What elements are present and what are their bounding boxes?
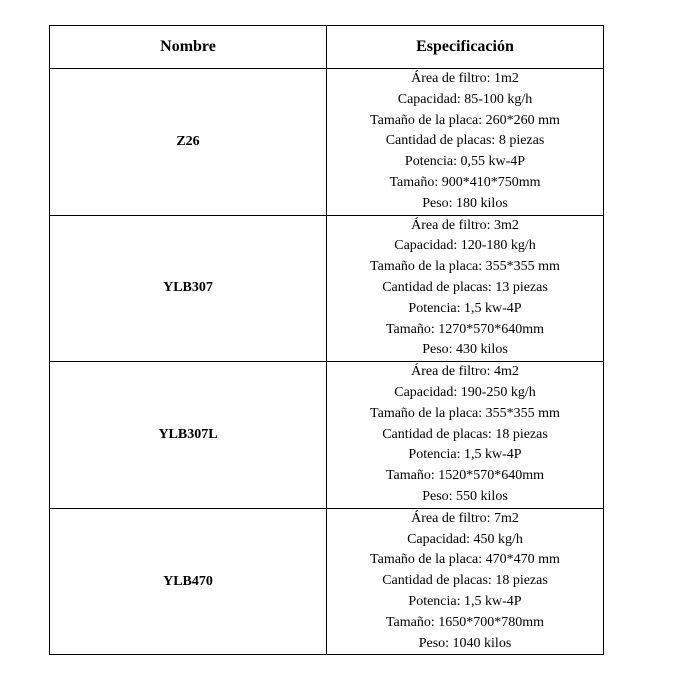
spec-line: Capacidad: 450 kg/h: [407, 531, 523, 547]
model-name: YLB307L: [50, 362, 327, 509]
table-row: [50, 215, 604, 362]
spec-line: Tamaño de la placa: 260*260 mm: [370, 112, 560, 128]
spec-line: Cantidad de placas: 18 piezas: [382, 573, 548, 589]
header-row: [50, 26, 604, 69]
spec-line: Tamaño de la placa: 355*355 mm: [370, 259, 560, 275]
model-name: YLB470: [50, 508, 327, 655]
spec-cell: [327, 215, 604, 362]
spec-line: Tamaño de la placa: 355*355 mm: [370, 405, 560, 421]
model-name: Z26: [50, 69, 327, 216]
spec-table: [49, 25, 604, 655]
spec-line: Área de filtro: 7m2: [411, 510, 519, 526]
table-body: [50, 69, 604, 655]
spec-line: Potencia: 1,5 kw-4P: [408, 447, 522, 463]
spec-line: Cantidad de placas: 8 piezas: [385, 133, 545, 149]
spec-line: Tamaño de la placa: 470*470 mm: [370, 552, 560, 568]
table-row: [50, 69, 604, 216]
spec-line: Tamaño: 1520*570*640mm: [385, 468, 545, 484]
spec-line: Capacidad: 120-180 kg/h: [394, 238, 536, 254]
spec-line: Cantidad de placas: 18 piezas: [382, 426, 548, 442]
spec-line: Área de filtro: 1m2: [411, 71, 519, 86]
spec-line: Cantidad de placas: 13 piezas: [382, 279, 548, 295]
table-row: [50, 362, 604, 509]
spec-line: Peso: 550 kilos: [422, 488, 508, 504]
spec-cell: [327, 508, 604, 655]
spec-line: Tamaño: 900*410*750mm: [389, 174, 541, 190]
model-name: YLB307: [50, 215, 327, 362]
spec-line: Capacidad: 190-250 kg/h: [394, 384, 536, 400]
spec-line: Tamaño: 1270*570*640mm: [385, 321, 545, 337]
table-row: [50, 508, 604, 655]
spec-line: Potencia: 1,5 kw-4P: [408, 300, 522, 316]
spec-line: Potencia: 0,55 kw-4P: [404, 154, 526, 170]
header-name: Nombre: [50, 26, 327, 69]
spec-line: Potencia: 1,5 kw-4P: [408, 593, 522, 609]
spec-line: Capacidad: 85-100 kg/h: [397, 91, 533, 107]
spec-line: Peso: 1040 kilos: [418, 635, 512, 651]
spec-cell: [327, 69, 604, 216]
spec-line: Peso: 430 kilos: [422, 342, 508, 358]
spec-cell: [327, 362, 604, 509]
header-spec: Especificación: [327, 26, 604, 69]
spec-line: Tamaño: 1650*700*780mm: [385, 614, 545, 630]
spec-line: Área de filtro: 4m2: [411, 364, 519, 380]
spec-line: Peso: 180 kilos: [422, 195, 508, 211]
table-header: [50, 26, 604, 69]
spec-line: Área de filtro: 3m2: [411, 217, 519, 233]
